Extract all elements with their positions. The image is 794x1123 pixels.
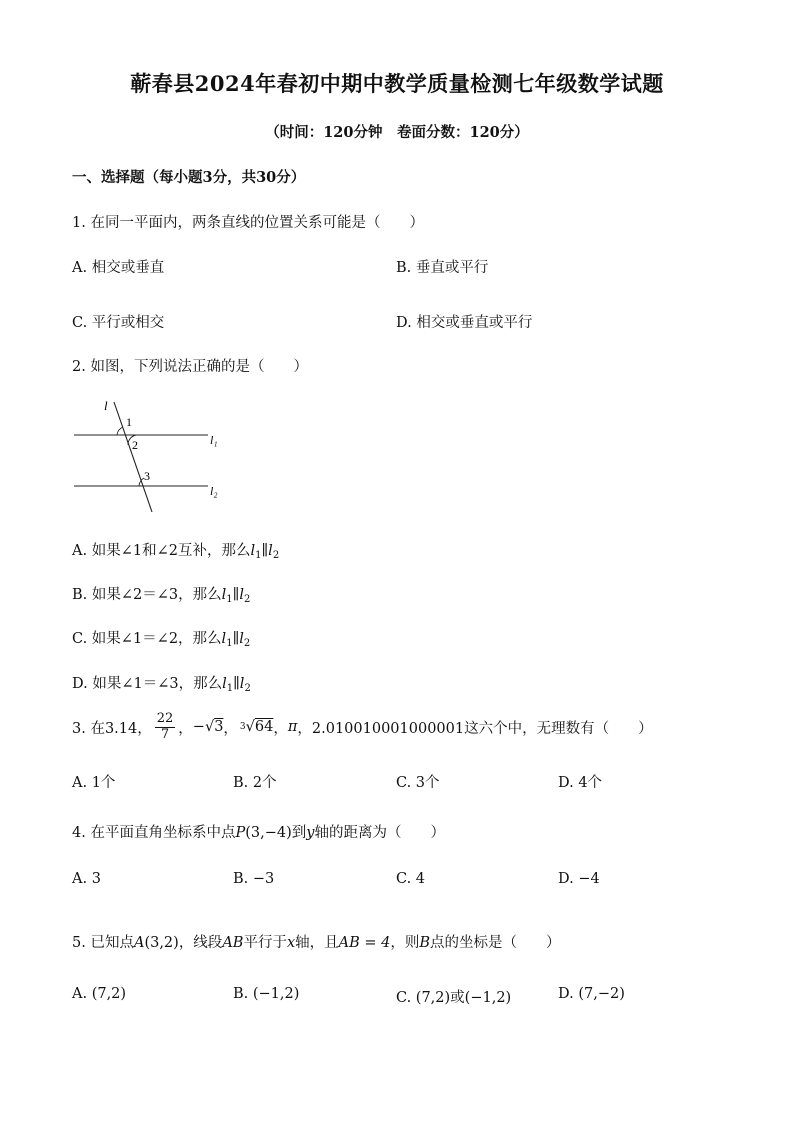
question-5-stem: 5. 已知点A(3,2)，线段AB平行于x轴，且AB = 4，则B点的坐标是（ ） (72, 935, 561, 951)
question-2-stem: 2. 如图，下列说法正确的是（ ） (72, 359, 308, 375)
question-4-option-c: C. 4 (396, 871, 426, 887)
question-2-option-c: C. 如果∠1＝∠2，那么$l_1\parallel l_2$ (72, 631, 251, 649)
question-4-option-b: B. −3 (233, 871, 275, 887)
question-5-option-b: B. (−1,2) (233, 986, 300, 1002)
question-3-option-b: B. 2个 (233, 775, 277, 791)
question-2-option-a: A. 如果∠1和∠2互补，那么$l_1\parallel l_2$ (72, 543, 280, 561)
question-4-option-d: D. −4 (558, 871, 600, 887)
question-1-stem: 1. 在同一平面内，两条直线的位置关系可能是（ ） (72, 215, 424, 231)
question-1-option-d: D. 相交或垂直或平行 (396, 315, 533, 331)
page-title: 蕲春县2024年春初中期中教学质量检测七年级数学试题 (130, 71, 664, 96)
angle-1-arc (117, 427, 123, 435)
question-5-option-d: D. (7,−2) (558, 986, 625, 1002)
question-1-option-b: B. 垂直或平行 (396, 260, 489, 276)
question-2-option-b: B. 如果∠2＝∠3，那么$l_1\parallel l_2$ (72, 587, 251, 605)
section-heading: 一、选择题（每小题3分，共30分） (72, 169, 306, 186)
question-5-option-a: A. (7,2) (72, 986, 127, 1002)
label-angle-2: 2 (132, 438, 138, 452)
parallel-lines-figure (68, 392, 238, 517)
transversal-l (114, 402, 152, 512)
question-3-option-c: C. 3个 (396, 775, 440, 791)
label-l: l (104, 398, 108, 413)
exam-info: （时间：120分钟 卷面分数：120分） (265, 124, 529, 141)
question-4-option-a: A. 3 (72, 871, 101, 887)
question-2-option-d: D. 如果∠1＝∠3，那么$l_1\parallel l_2$ (72, 676, 251, 694)
question-1-option-c: C. 平行或相交 (72, 315, 165, 331)
fraction-22-7: $\frac{22}{7}$ (156, 711, 174, 742)
question-5-option-c: C. (7,2)或(−1,2) (396, 990, 512, 1006)
label-angle-3: 3 (144, 469, 150, 483)
question-3-option-a: A. 1个 (72, 775, 116, 791)
question-1-option-a: A. 相交或垂直 (72, 260, 165, 276)
label-l2: l₂ (210, 484, 218, 498)
question-4-stem: 4. 在平面直角坐标系中点P(3,−4)到y轴的距离为（ ） (72, 825, 445, 841)
label-angle-1: 1 (126, 415, 132, 429)
label-l1: l₁ (210, 433, 218, 447)
question-3-option-d: D. 4个 (558, 775, 603, 791)
question-3-stem: 3. 在 3.14， $\frac{22}{7}$ ， −√ 3 ， 3 √ 64 ， π ， 2.010010001000001这六个中，无理数有（ ） (72, 711, 653, 742)
